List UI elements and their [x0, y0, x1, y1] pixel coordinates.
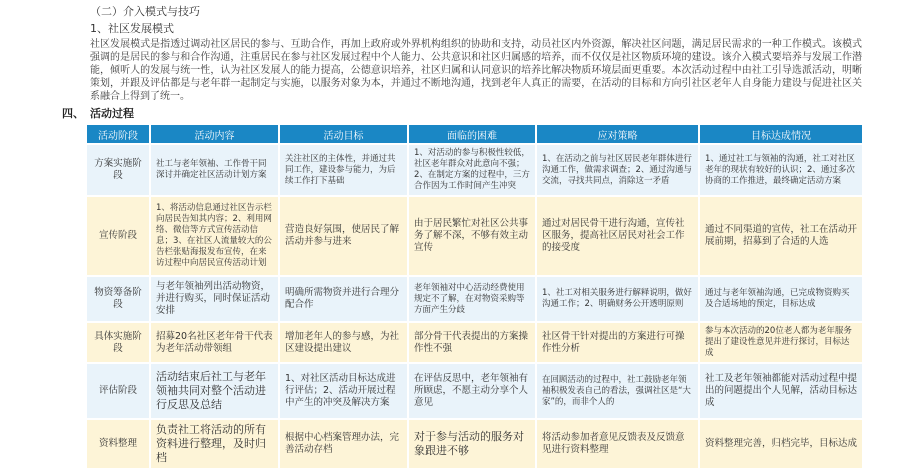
cell-goal: 1、对社区活动目标达成进行评估；2、活动开展过程中产生的冲突及解决方案 — [279, 363, 408, 419]
process-heading-title: 活动过程 — [90, 107, 134, 120]
header-goal: 活动目标 — [279, 124, 408, 144]
cell-difficulty: 部分骨干代表提出的方案操作性不强 — [408, 322, 536, 363]
cell-content: 活动结束后社工与老年领袖共同对整个活动进行反思及总结 — [150, 363, 279, 419]
cell-strategy: 1、社工对相关服务进行解释说明，做好沟通工作；2、明确财务公开透明原则 — [536, 276, 699, 322]
cell-stage: 评估阶段 — [86, 363, 150, 419]
cell-achievement: 通过不同渠道的宣传，社工在活动开展前期，招募到了合适的人选 — [699, 196, 863, 276]
cell-content: 1、将活动信息通过社区告示栏向居民告知其内容；2、利用网络、微信等方式宣传活动信息；3、在社区人流量较大的公告栏张贴海报发布宣传，在来访过程中向居民宣传活动计划 — [150, 196, 279, 276]
table-header-row — [86, 124, 863, 144]
cell-content: 负责社工将活动的所有资料进行整理，及时归档 — [150, 419, 279, 469]
header-stage: 活动阶段 — [86, 124, 150, 144]
cell-difficulty: 在评估反思中，老年领袖有所顾虑，不愿主动分享个人意见 — [408, 363, 536, 419]
cell-difficulty: 老年领袖对中心活动经费使用规定不了解，在对物资采购等方面产生分歧 — [408, 276, 536, 322]
table-row — [86, 322, 863, 363]
process-heading — [62, 105, 134, 121]
cell-achievement: 社工及老年领袖都能对活动过程中提出的问题提出个人见解，活动目标达成 — [699, 363, 863, 419]
cell-stage: 宣传阶段 — [86, 196, 150, 276]
cell-goal: 关注社区的主体性，并通过共同工作，建设参与能力，为后续工作打下基础 — [279, 144, 408, 196]
cell-difficulty: 由于居民繁忙对社区公共事务了解不深，不够有效主动宣传 — [408, 196, 536, 276]
cell-content: 招募20名社区老年骨干代表为老年活动带领组 — [150, 322, 279, 363]
cell-stage: 物资筹备阶段 — [86, 276, 150, 322]
cell-difficulty: 对于参与活动的服务对象跟进不够 — [408, 419, 536, 469]
cell-achievement: 通过与老年领袖沟通，已完成物资购买及合适场地的预定，目标达成 — [699, 276, 863, 322]
cell-goal: 根据中心档案管理办法，完善活动存档 — [279, 419, 408, 469]
cell-stage: 资料整理 — [86, 419, 150, 469]
cell-strategy: 1、在活动之前与社区居民老年群体进行沟通工作，做需求调查；2、通过沟通与交流，寻找共同点，消除这一矛盾 — [536, 144, 699, 196]
cell-achievement: 1、通过社工与领袖的沟通，社工对社区老年的现状有较好的认识；2、通过多次协商的工作推进，最终确定活动方案 — [699, 144, 863, 196]
section-title: （二）介入模式与技巧 — [90, 5, 200, 18]
cell-difficulty: 1、对活动的参与积极性较低，社区老年群众对此意向不强；2、在制定方案的过程中，三方合作因为工作时间产生冲突 — [408, 144, 536, 196]
header-difficulty: 面临的困难 — [408, 124, 536, 144]
cell-strategy: 在回顾活动的过程中，社工鼓励老年领袖积极发表自己的看法，强调社区是“大家”的，而非个人的 — [536, 363, 699, 419]
cell-strategy: 社区骨干针对提出的方案进行可操作性分析 — [536, 322, 699, 363]
table-row — [86, 196, 863, 276]
activity-process-table — [85, 123, 864, 470]
table-row — [86, 144, 863, 196]
process-heading-number: 四、 — [62, 107, 84, 120]
header-achievement: 目标达成情况 — [699, 124, 863, 144]
cell-strategy: 将活动参加者意见反馈表及反馈意见进行资料整理 — [536, 419, 699, 469]
cell-strategy: 通过对居民骨干进行沟通，宣传社区服务，提高社区居民对社会工作的接受度 — [536, 196, 699, 276]
cell-achievement: 资料整理完善，归档完毕，目标达成 — [699, 419, 863, 469]
cell-goal: 营造良好氛围，使居民了解活动并参与进来 — [279, 196, 408, 276]
cell-stage: 方案实施阶段 — [86, 144, 150, 196]
table-row — [86, 363, 863, 419]
body-paragraph: 社区发展模式是指透过调动社区居民的参与、互助合作，再加上政府或外界机构组织的协助和支持，动员社区内外资源，解决社区问题，满足居民需求的一种工作模式。该模式强调的是居民的参与和合作沟通，注重居民在参与社区发展过程中个人能力、公共意识和社区归属感的培养，而不仅仅是社区物质环境的建设。该介入模式要培养与发展工作潜能，倾听人的发展与统一性，认为社区发展人的能力提高，公德意识培养，社区归属和认同意识的培养比解决物质环境层面更重要。本次活动过程中由社工引导选派活动，明晰策划，并跟及评估都是与老年群一起制定与实施，以服务对象为本，并通过不断地沟通，找到老年人真正的需要，在活动的目标和方向引社区老年人自身能力建设与促进社区关系融合上得到了统一。 — [90, 39, 862, 102]
cell-goal: 增加老年人的参与感，为社区建设提出建议 — [279, 322, 408, 363]
cell-goal: 明确所需物资并进行合理分配合作 — [279, 276, 408, 322]
cell-stage: 具体实施阶段 — [86, 322, 150, 363]
section-subtitle: 1、社区发展模式 — [90, 22, 174, 35]
header-strategy: 应对策略 — [536, 124, 699, 144]
cell-achievement: 参与本次活动的20位老人都为老年服务提出了建设性意见并进行探讨，目标达成 — [699, 322, 863, 363]
cell-content: 与老年领袖列出活动物资，并进行购买，同时保证活动安排 — [150, 276, 279, 322]
header-content: 活动内容 — [150, 124, 279, 144]
table-row — [86, 419, 863, 469]
table-row — [86, 276, 863, 322]
cell-content: 社工与老年领袖、工作骨干同深讨并确定社区活动计划方案 — [150, 144, 279, 196]
